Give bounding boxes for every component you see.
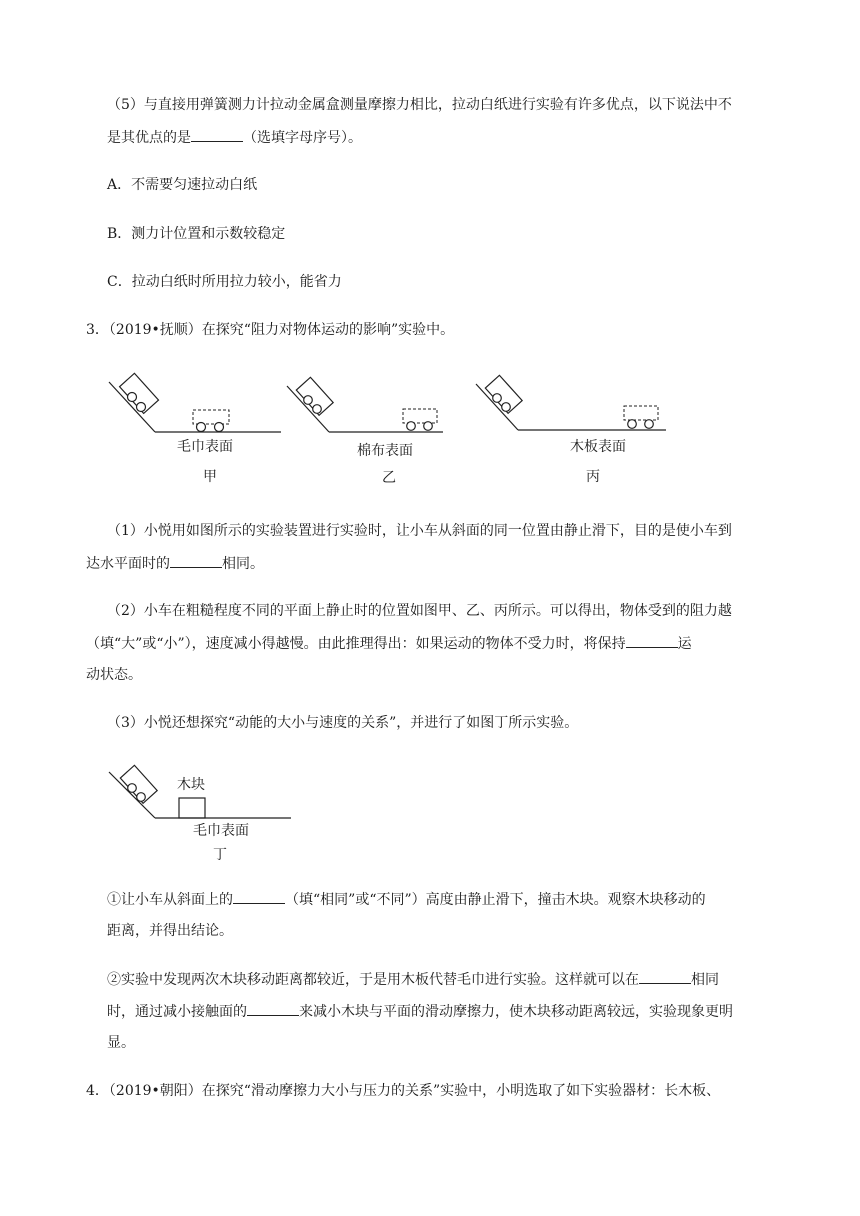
figure-tag: 甲 [203,469,217,485]
figure-jia [105,370,295,490]
q3-p2-line2 [86,633,692,654]
figure-tag: 丁 [213,847,227,863]
block-label: 木块 [177,777,205,793]
q3-p1-line1: （1）小悦用如图所示的实验装置进行实验时，让小车从斜面的同一位置由静止滑下，目的是使小车到 [107,523,732,539]
surface-label: 毛巾表面 [177,439,233,455]
answer-blank [247,1001,299,1016]
option-c: C．拉动白纸时所用拉力较小，能省力 [107,274,342,290]
ramp-car-diagram [283,374,473,444]
q3-s2-text-c: 时，通过减小接触面的 [107,1004,247,1020]
q3-s1-line2: 距离，并得出结论。 [107,923,233,939]
q3-p2-line1: （2）小车在粗糙程度不同的平面上静止时的位置如图甲、乙、丙所示。可以得出，物体受到的阻力越 [107,603,732,619]
answer-blank [233,889,285,904]
q2-p5-line2 [107,127,362,148]
q3-p1-text-a: 达水平面时的 [86,556,170,572]
q3-s2-line2 [107,1001,733,1022]
ramp-block-diagram [105,762,305,822]
figure-tag: 丙 [586,469,600,485]
figure-tag: 乙 [382,470,396,486]
answer-blank [170,553,222,568]
q2-p5-text-a: 是其优点的是 [107,130,191,146]
q3-s2-line3: 显。 [107,1035,135,1051]
option-b: B．测力计位置和示数较稳定 [107,226,286,242]
figure-yi [283,374,473,494]
q2-p5-text-b: （选填字母序号）。 [243,130,362,146]
option-a: A．不需要匀速拉动白纸 [107,177,258,193]
q3-p2-text-a: （填“大”或“小”），速度减小得越慢。由此推理得出：如果运动的物体不受力时，将保持 [86,636,626,652]
q3-s1-text-a: ①让小车从斜面上的 [107,892,233,908]
q3-p1-text-b: 相同。 [222,556,264,572]
q2-p5-line1: （5）与直接用弹簧测力计拉动金属盒测量摩擦力相比，拉动白纸进行实验有许多优点，以下说法中不 [107,97,732,113]
figure-bing [472,372,672,492]
surface-label: 棉布表面 [357,443,413,459]
q3-p2-line3: 动状态。 [86,667,142,683]
ramp-car-diagram [105,370,295,440]
figure-ding [105,762,305,872]
q3-s1-text-b: （填“相同”或“不同”）高度由静止滑下，撞击木块。观察木块移动的 [285,892,706,908]
q3-s2-text-d: 来减小木块与平面的滑动摩擦力，使木块移动距离较远，实验现象更明 [299,1004,733,1020]
q3-p3-line1: （3）小悦还想探究“动能的大小与速度的关系”，并进行了如图丁所示实验。 [107,715,579,731]
q3-header: 3．（2019•抚顺）在探究“阻力对物体运动的影响”实验中。 [86,322,455,338]
q3-s2-text-b: 相同 [691,972,719,988]
q4-header: 4．（2019•朝阳）在探究“滑动摩擦力大小与压力的关系”实验中，小明选取了如下实验器材：长木板、 [86,1083,721,1099]
q3-s2-text-a: ②实验中发现两次木块移动距离都较近，于是用木板代替毛巾进行实验。这样就可以在 [107,972,639,988]
answer-blank [191,127,243,142]
answer-blank [626,633,678,648]
q3-s2-line1 [107,969,719,990]
q3-p2-text-b: 运 [677,636,692,652]
ramp-car-diagram [472,372,672,442]
answer-blank [639,969,691,984]
surface-label: 毛巾表面 [193,823,249,839]
q3-s1-line1 [107,889,706,910]
surface-label: 木板表面 [570,439,626,455]
q3-p1-line2 [86,553,264,574]
